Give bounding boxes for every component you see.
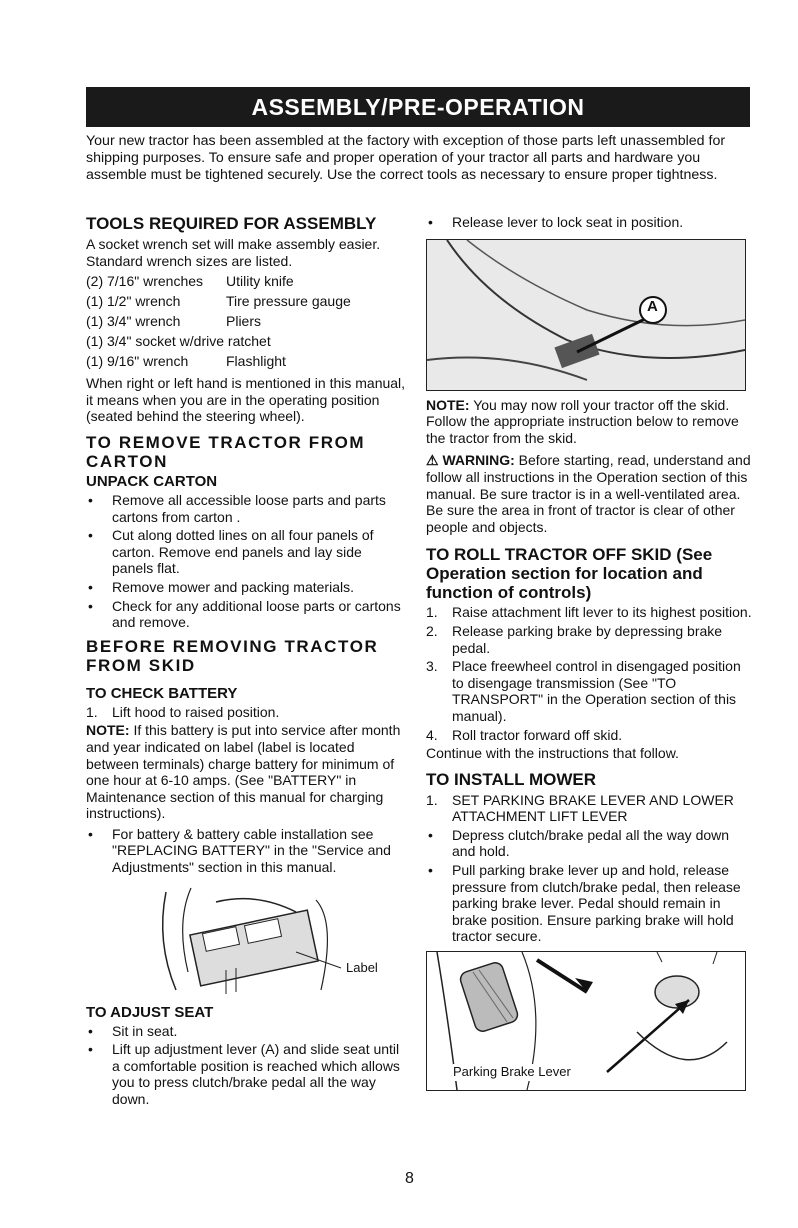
battery-steps: [86, 704, 406, 721]
unpack-steps: [86, 492, 406, 631]
adjust-seat-steps: [86, 1023, 406, 1108]
tool-item: Tire pressure gauge: [226, 293, 351, 310]
battery-illustration: [96, 882, 396, 1000]
list-item: • Depress clutch/brake pedal all the way down and hold.: [426, 827, 752, 860]
install-mower-heading: TO INSTALL MOWER: [426, 769, 596, 789]
seat-illustration: [427, 240, 745, 390]
install-mower-steps: [426, 792, 752, 825]
battery-figure: [96, 882, 396, 1000]
tool-item: (1) 1/2" wrench: [86, 293, 181, 310]
adjust-seat-heading: TO ADJUST SEAT: [86, 1003, 214, 1021]
tool-item: Pliers: [226, 313, 262, 330]
intro-paragraph: Your new tractor has been assembled at the factory with exception of those parts left unassembled for shipping purposes. To ensure safe and proper operation of your tractor all parts and hardware you assemble must be tightened securely. Use the correct tools as necessary to ensure proper tightness.: [86, 133, 726, 183]
list-item: • Remove all accessible loose parts and parts cartons from carton .: [86, 492, 406, 525]
tool-item: (1) 9/16" wrench: [86, 353, 189, 370]
roll-off-steps: [426, 604, 752, 743]
remove-carton-heading: TO REMOVE TRACTOR FROM CARTON: [86, 432, 366, 471]
page-number: 8: [405, 1170, 414, 1187]
list-item: 1. Lift hood to raised position.: [86, 703, 280, 720]
install-mower-bullets: [426, 827, 752, 945]
check-battery-heading: TO CHECK BATTERY: [86, 684, 238, 702]
list-item: • Remove mower and packing materials.: [86, 579, 406, 596]
list-item: • Sit in seat.: [86, 1023, 406, 1040]
list-item: • Pull parking brake lever up and hold, release pressure from clutch/brake pedal, then release parking brake lever. Pedal should remain in brake position. Ensure parking brake will hold tractor secure.: [426, 862, 752, 945]
list-item: • Check for any additional loose parts or cartons and remove.: [86, 598, 406, 631]
unpack-carton-heading: UNPACK CARTON: [86, 472, 218, 490]
warning-paragraph: ⚠ WARNING: Before starting, read, understand and follow all instructions in the Operation section of this manual. Be sure tractor is in a well-ventilated area. Be sure the area in front of tractor is clear of other people and objects.: [426, 452, 751, 535]
tools-list: [86, 271, 406, 371]
battery-note: NOTE: If this battery is put into service after month and year indicated on label (label is located between terminals) charge battery for minimum of one hour at 6-10 amps. (See "BATTERY" in Maintenance section of this manual for charging instructions).: [86, 722, 401, 822]
list-item: • Lift up adjustment lever (A) and slide seat until a comfortable position is reached which allows you to press clutch/brake pedal all the way down.: [86, 1041, 406, 1107]
list-item: 4. Roll tractor forward off skid.: [426, 726, 623, 743]
tool-item: (2) 7/16" wrenches: [86, 273, 204, 290]
section-banner: ASSEMBLY/PRE-OPERATION: [86, 87, 750, 127]
list-item: 1. SET PARKING BRAKE LEVER AND LOWER ATTACHMENT LIFT LEVER: [426, 791, 734, 825]
continue-text: Continue with the instructions that follow.: [426, 745, 679, 762]
skid-note: NOTE: You may now roll your tractor off the skid. Follow the appropriate instruction below to remove the tractor from the skid.: [426, 396, 739, 446]
list-item: • Release lever to lock seat in position.: [426, 214, 752, 231]
tool-item: Flashlight: [226, 353, 286, 370]
tools-heading: TOOLS REQUIRED FOR ASSEMBLY: [86, 214, 377, 233]
roll-off-heading: TO ROLL TRACTOR OFF SKID (See Operation section for location and function of controls): [426, 545, 713, 603]
list-item: 3. Place freewheel control in disengaged position to disengage transmission (See "TO TRANSPORT" in the Operation section of this manual).: [426, 658, 741, 724]
battery-label-callout: Label: [346, 959, 378, 975]
before-removing-heading: BEFORE REMOVING TRACTOR FROM SKID: [86, 636, 379, 675]
parking-brake-callout: Parking Brake Lever: [453, 1064, 571, 1080]
seat-figure: [426, 239, 746, 391]
left-column: [86, 214, 406, 1114]
tools-intro: A socket wrench set will make assembly easier. Standard wrench sizes are listed.: [86, 236, 381, 269]
tool-item: Utility knife: [226, 273, 294, 290]
warning-icon: ⚠: [426, 452, 439, 469]
adjust-seat-steps-cont: [426, 214, 752, 231]
tool-item: (1) 3/4" wrench: [86, 313, 181, 330]
list-item: 1. Raise attachment lift lever to its highest position.: [426, 604, 752, 621]
hand-note: When right or left hand is mentioned in this manual, it means when you are in the operating position (seated behind the steering wheel).: [86, 375, 406, 425]
list-item: • For battery & battery cable installation see "REPLACING BATTERY" in the "Service and Adjustments" section in this manual.: [86, 826, 406, 876]
battery-bullets: [86, 826, 406, 876]
right-column: [426, 214, 752, 1091]
parking-brake-figure: [426, 951, 746, 1091]
list-item: 2. Release parking brake by depressing brake pedal.: [426, 622, 723, 656]
tool-item: (1) 3/4" socket w/drive ratchet: [86, 333, 271, 350]
list-item: • Cut along dotted lines on all four panels of carton. Remove end panels and lay side panels flat.: [86, 527, 406, 577]
seat-lever-callout: A: [647, 297, 658, 315]
